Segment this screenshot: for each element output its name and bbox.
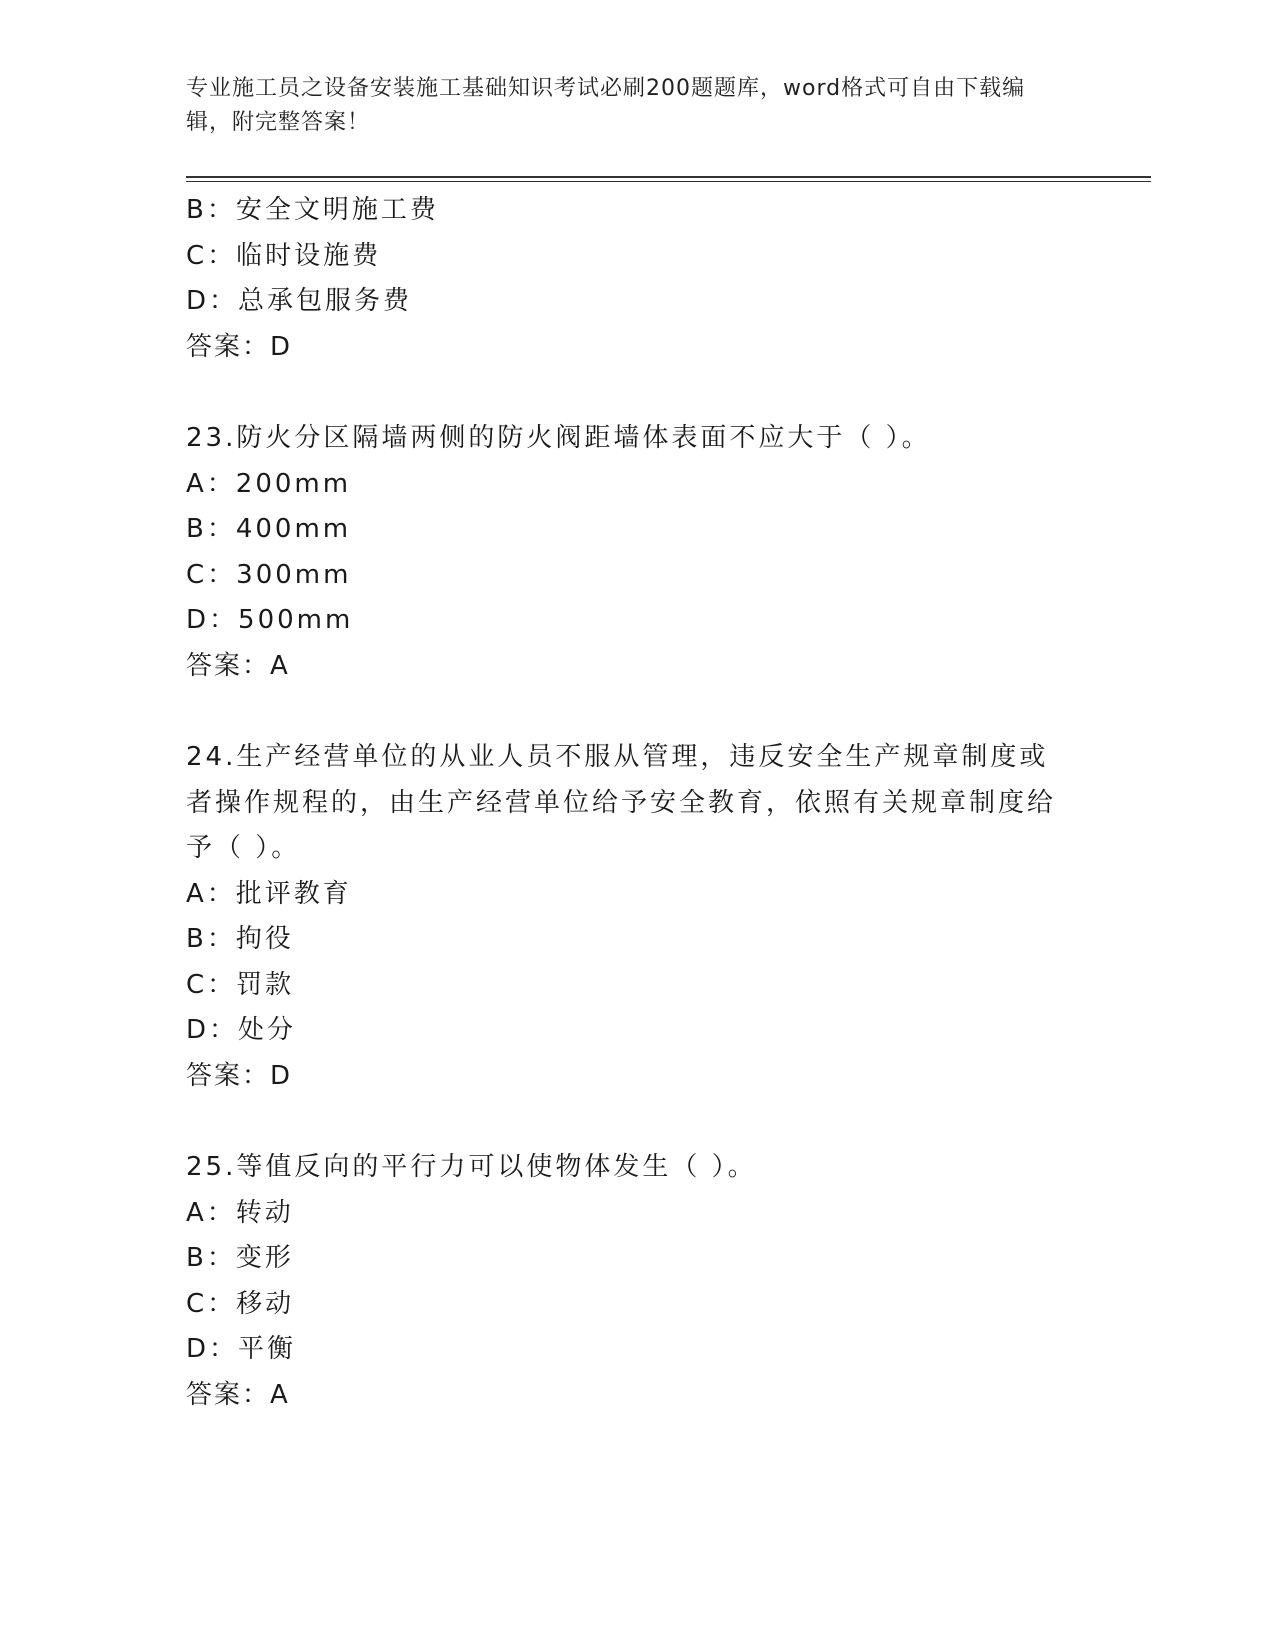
question-25 — [186, 1145, 1086, 1418]
option-text: 200mm — [235, 468, 352, 499]
option-label: A： — [186, 468, 236, 499]
option-d — [186, 1327, 1086, 1373]
option-text: 批评教育 — [235, 878, 352, 909]
option-text: 移动 — [236, 1288, 295, 1319]
option-label: D： — [186, 1015, 239, 1045]
option-c — [186, 553, 1086, 599]
question-stem: 23.防火分区隔墙两侧的防火阀距墙体表面不应大于（ ）。 — [186, 423, 931, 453]
option-d — [186, 598, 1086, 644]
question-list — [186, 188, 1086, 1418]
option-label: B： — [186, 195, 236, 225]
option-d — [186, 1008, 1086, 1054]
option-label: D： — [186, 286, 239, 316]
option-c — [186, 234, 1086, 280]
option-text: 500mm — [238, 605, 354, 635]
option-label: C： — [186, 559, 237, 590]
option-text: 安全文明施工费 — [235, 195, 439, 225]
option-b — [186, 917, 1086, 963]
option-text: 临时设施费 — [236, 240, 382, 271]
option-b — [186, 188, 1086, 234]
question-23 — [186, 416, 1086, 689]
option-c — [186, 1282, 1086, 1328]
option-label: B： — [186, 514, 236, 544]
option-label: C： — [186, 240, 237, 271]
document-header-title: 专业施工员之设备安装施工基础知识考试必刷200题题库，word格式可自由下载编辑，附完整答案！ — [186, 76, 1026, 135]
answer-line: 答案：A — [186, 650, 290, 681]
continued-question — [186, 188, 1086, 370]
option-b — [186, 1236, 1086, 1282]
option-text: 总承包服务费 — [238, 286, 413, 316]
question-24 — [186, 735, 1086, 1099]
question-stem: 24.生产经营单位的从业人员不服从管理，违反安全生产规章制度或者操作规程的，由生产经营单位给予安全教育，依照有关规章制度给予（ ）。 — [186, 742, 1057, 863]
option-b — [186, 507, 1086, 553]
option-text: 处分 — [238, 1015, 297, 1045]
option-text: 变形 — [235, 1243, 294, 1273]
option-label: A： — [186, 1197, 236, 1228]
option-label: B： — [186, 1243, 236, 1273]
header-divider-thin — [186, 181, 1151, 182]
option-a — [186, 872, 1086, 918]
option-c — [186, 963, 1086, 1009]
option-label: C： — [186, 969, 237, 1000]
header-divider-thick — [186, 176, 1151, 178]
question-stem: 25.等值反向的平行力可以使物体发生（ ）。 — [186, 1152, 757, 1182]
option-text: 平衡 — [238, 1334, 297, 1364]
answer-line: 答案：A — [186, 1379, 290, 1410]
option-label: D： — [186, 605, 239, 635]
option-a — [186, 1191, 1086, 1237]
option-label: A： — [186, 878, 236, 909]
option-text: 转动 — [235, 1197, 294, 1228]
option-label: B： — [186, 924, 236, 954]
option-label: C： — [186, 1288, 237, 1319]
option-a — [186, 462, 1086, 508]
answer-line: 答案：D — [186, 1060, 293, 1091]
option-text: 400mm — [235, 514, 352, 544]
option-text: 300mm — [236, 559, 352, 590]
option-d — [186, 279, 1086, 325]
option-text: 罚款 — [236, 969, 295, 1000]
option-text: 拘役 — [235, 924, 294, 954]
option-label: D： — [186, 1334, 239, 1364]
answer-line: 答案：D — [186, 331, 293, 362]
